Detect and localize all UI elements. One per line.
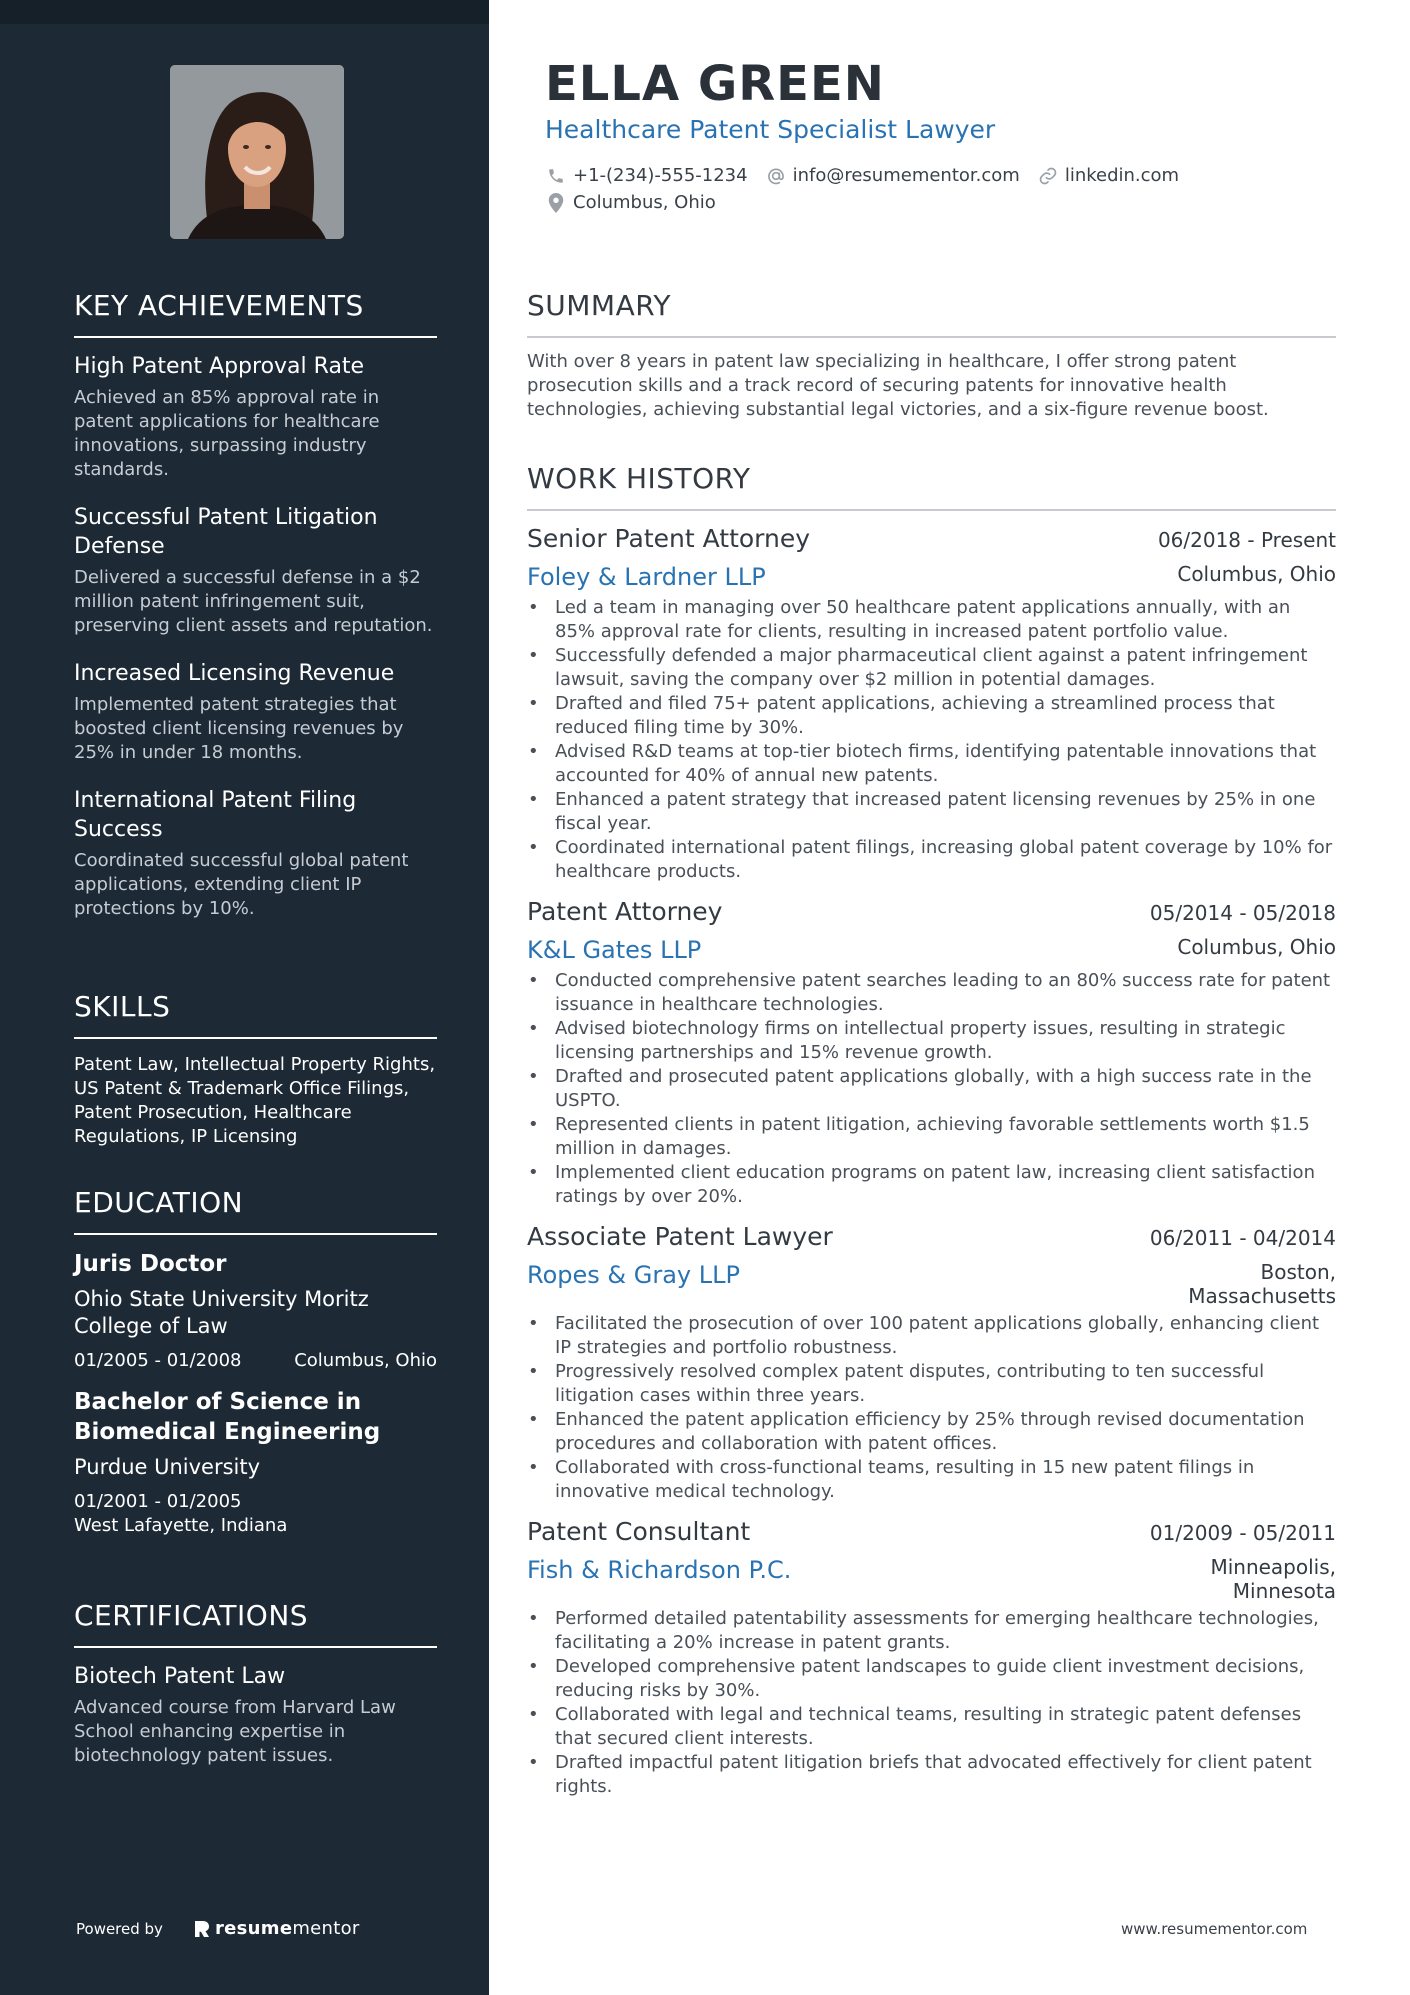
phone-number: +1-(234)-555-1234 [573, 165, 748, 186]
job-bullet: • Drafted and filed 75+ patent applications, achieving a streamlined process that reduced filing time by 30%. [527, 692, 1336, 740]
achievement-item [74, 503, 437, 638]
linkedin-link: linkedin.com [1064, 165, 1180, 186]
location-row [546, 192, 734, 213]
job-bullet: • Facilitated the prosecution of over 100 patent applications globally, enhancing client IP strategies and portfolio robustness. [527, 1312, 1336, 1360]
job-company: Fish & Richardson P.C. [527, 1556, 792, 1584]
resumementor-logo-icon [193, 1919, 211, 1939]
certification-title: Biotech Patent Law [74, 1664, 286, 1689]
sidebar-top-bar [0, 0, 489, 24]
job-bullet: • Drafted and prosecuted patent applications globally, with a high success rate in the USPTO. [527, 1065, 1336, 1113]
website-link[interactable]: www.resumementor.com [1121, 1920, 1308, 1938]
education-location: Columbus, Ohio [294, 1350, 437, 1371]
location-contact [546, 192, 716, 213]
job-bullet: • Performed detailed patentability assessments for emerging healthcare technologies, facilitating a 20% increase in patent grants. [527, 1607, 1336, 1655]
skills-heading: SKILLS [74, 990, 437, 1039]
map-pin-icon [546, 193, 566, 213]
summary-text: With over 8 years in patent law specializing in healthcare, I offer strong patent prosecution skills and a track record of securing patents for innovative health technologies, achieving substantial legal victories, and a six-figure revenue boost. [527, 351, 1269, 420]
achievement-title: International Patent Filing Success [74, 788, 357, 842]
achievement-title: Successful Patent Litigation Defense [74, 505, 378, 559]
job-bullet: • Advised biotechnology firms on intellectual property issues, resulting in strategic licensing partnerships and 15% revenue growth. [527, 1017, 1336, 1065]
work-history-heading: WORK HISTORY [527, 462, 1336, 511]
education-item [74, 1249, 437, 1373]
brand-light: mentor [292, 1918, 360, 1939]
job-bullet: • Implemented client education programs on patent law, increasing client satisfaction ratings by over 20%. [527, 1161, 1336, 1209]
job-role: Patent Consultant [527, 1517, 751, 1546]
brand-bold: resume [214, 1918, 293, 1939]
education-dates: 01/2005 - 01/2008 [74, 1350, 242, 1371]
powered-by-label: Powered by [76, 1919, 163, 1938]
job-bullets [527, 969, 1336, 1209]
education-dates: 01/2001 - 01/2005 [74, 1491, 242, 1512]
achievement-desc: Achieved an 85% approval rate in patent applications for healthcare innovations, surpassing industry standards. [74, 387, 380, 480]
job-bullet: • Collaborated with legal and technical teams, resulting in strategic patent defenses that secured client interests. [527, 1703, 1336, 1751]
job-location: Minneapolis, Minnesota [1210, 1555, 1336, 1603]
candidate-title: Healthcare Patent Specialist Lawyer [545, 115, 996, 144]
job-bullet: • Enhanced the patent application efficiency by 25% through revised documentation procedures and collaboration with patent offices. [527, 1408, 1336, 1456]
job-company: Ropes & Gray LLP [527, 1261, 740, 1289]
job-entry [527, 1516, 1336, 1799]
achievement-desc: Coordinated successful global patent applications, extending client IP protections by 10%. [74, 850, 409, 919]
job-dates: 06/2018 - Present [1157, 528, 1336, 552]
education-meta [74, 1349, 437, 1373]
job-location: Columbus, Ohio [1177, 935, 1336, 959]
job-bullet: • Developed comprehensive patent landscapes to guide client investment decisions, reducing risks by 30%. [527, 1655, 1336, 1703]
education-item [74, 1387, 437, 1538]
job-role: Associate Patent Lawyer [527, 1222, 833, 1251]
achievement-item [74, 786, 437, 921]
profile-photo [170, 65, 344, 239]
sidebar [0, 0, 489, 1995]
job-bullet: • Progressively resolved complex patent disputes, contributing to ten successful litigation cases within three years. [527, 1360, 1336, 1408]
education-degree: Bachelor of Science in Biomedical Engineering [74, 1389, 381, 1445]
work-history-section [527, 462, 1336, 1811]
summary-section [527, 289, 1336, 422]
link-icon [1038, 166, 1058, 186]
achievement-title: Increased Licensing Revenue [74, 661, 395, 686]
achievement-title: High Patent Approval Rate [74, 354, 365, 379]
education-location: West Lafayette, Indiana [74, 1515, 288, 1536]
education-degree: Juris Doctor [74, 1251, 227, 1277]
email-address: info@resumementor.com [792, 165, 1020, 186]
phone-icon [546, 166, 566, 186]
achievements-heading: KEY ACHIEVEMENTS [74, 289, 437, 338]
certifications-heading: CERTIFICATIONS [74, 1599, 437, 1648]
powered-by-footer [76, 1918, 360, 1939]
education-school: Ohio State University Moritz College of Law [74, 1287, 369, 1338]
job-bullets [527, 1607, 1336, 1799]
job-bullet: • Drafted impactful patent litigation briefs that advocated effectively for client patent rights. [527, 1751, 1336, 1799]
job-dates: 05/2014 - 05/2018 [1149, 901, 1336, 925]
job-entry [527, 896, 1336, 1209]
job-location: Columbus, Ohio [1177, 562, 1336, 586]
skills-section [74, 990, 437, 1149]
phone-contact[interactable] [546, 165, 748, 186]
certifications-section [74, 1599, 437, 1789]
candidate-name: ELLA GREEN [545, 56, 885, 112]
job-company: K&L Gates LLP [527, 936, 702, 964]
job-company: Foley & Lardner LLP [527, 563, 766, 591]
job-role: Senior Patent Attorney [527, 524, 811, 553]
education-school: Purdue University [74, 1455, 261, 1479]
job-dates: 01/2009 - 05/2011 [1149, 1521, 1336, 1545]
linkedin-contact[interactable] [1038, 165, 1179, 186]
job-entry [527, 523, 1336, 884]
job-bullet: • Conducted comprehensive patent searches leading to an 80% success rate for patent issuance in healthcare technologies. [527, 969, 1336, 1017]
job-bullets [527, 596, 1336, 884]
job-bullets [527, 1312, 1336, 1504]
job-bullet: • Advised R&D teams at top-tier biotech firms, identifying patentable innovations that accounted for 40% of annual new patents. [527, 740, 1336, 788]
job-bullet: • Successfully defended a major pharmaceutical client against a patent infringement lawsuit, saving the company over $2 million in potential damages. [527, 644, 1336, 692]
summary-heading: SUMMARY [527, 289, 1336, 338]
location-text: Columbus, Ohio [573, 192, 716, 213]
job-dates: 06/2011 - 04/2014 [1149, 1226, 1336, 1250]
achievements-section [74, 289, 437, 942]
achievement-item [74, 659, 437, 765]
certification-desc: Advanced course from Harvard Law School enhancing expertise in biotechnology patent issues. [74, 1697, 396, 1766]
job-bullet: • Represented clients in patent litigation, achieving favorable settlements worth $1.5 million in damages. [527, 1113, 1336, 1161]
at-sign-icon [766, 166, 786, 186]
job-bullet: • Coordinated international patent filings, increasing global patent coverage by 10% for healthcare products. [527, 836, 1336, 884]
achievement-item [74, 352, 437, 482]
job-bullet: • Enhanced a patent strategy that increased patent licensing revenues by 25% in one fiscal year. [527, 788, 1336, 836]
skills-list: Patent Law, Intellectual Property Rights, US Patent & Trademark Office Filings, Patent Prosecution, Healthcare Regulations, IP Licensing [74, 1054, 436, 1147]
job-location: Boston, Massachusetts [1188, 1260, 1336, 1308]
achievement-desc: Implemented patent strategies that boosted client licensing revenues by 25% in under 18 months. [74, 694, 404, 763]
job-role: Patent Attorney [527, 897, 723, 926]
achievement-desc: Delivered a successful defense in a $2 million patent infringement suit, preserving client assets and reputation. [74, 567, 433, 636]
education-heading: EDUCATION [74, 1186, 437, 1235]
email-contact[interactable] [766, 165, 1020, 186]
education-section [74, 1186, 437, 1538]
resumementor-logo[interactable] [193, 1918, 360, 1939]
job-entry [527, 1221, 1336, 1504]
job-bullet: • Led a team in managing over 50 healthcare patent applications annually, with an 85% approval rate for clients, resulting in increased patent portfolio value. [527, 596, 1336, 644]
job-bullet: • Collaborated with cross-functional teams, resulting in 15 new patent filings in innovative medical technology. [527, 1456, 1336, 1504]
contact-row [546, 165, 1197, 186]
